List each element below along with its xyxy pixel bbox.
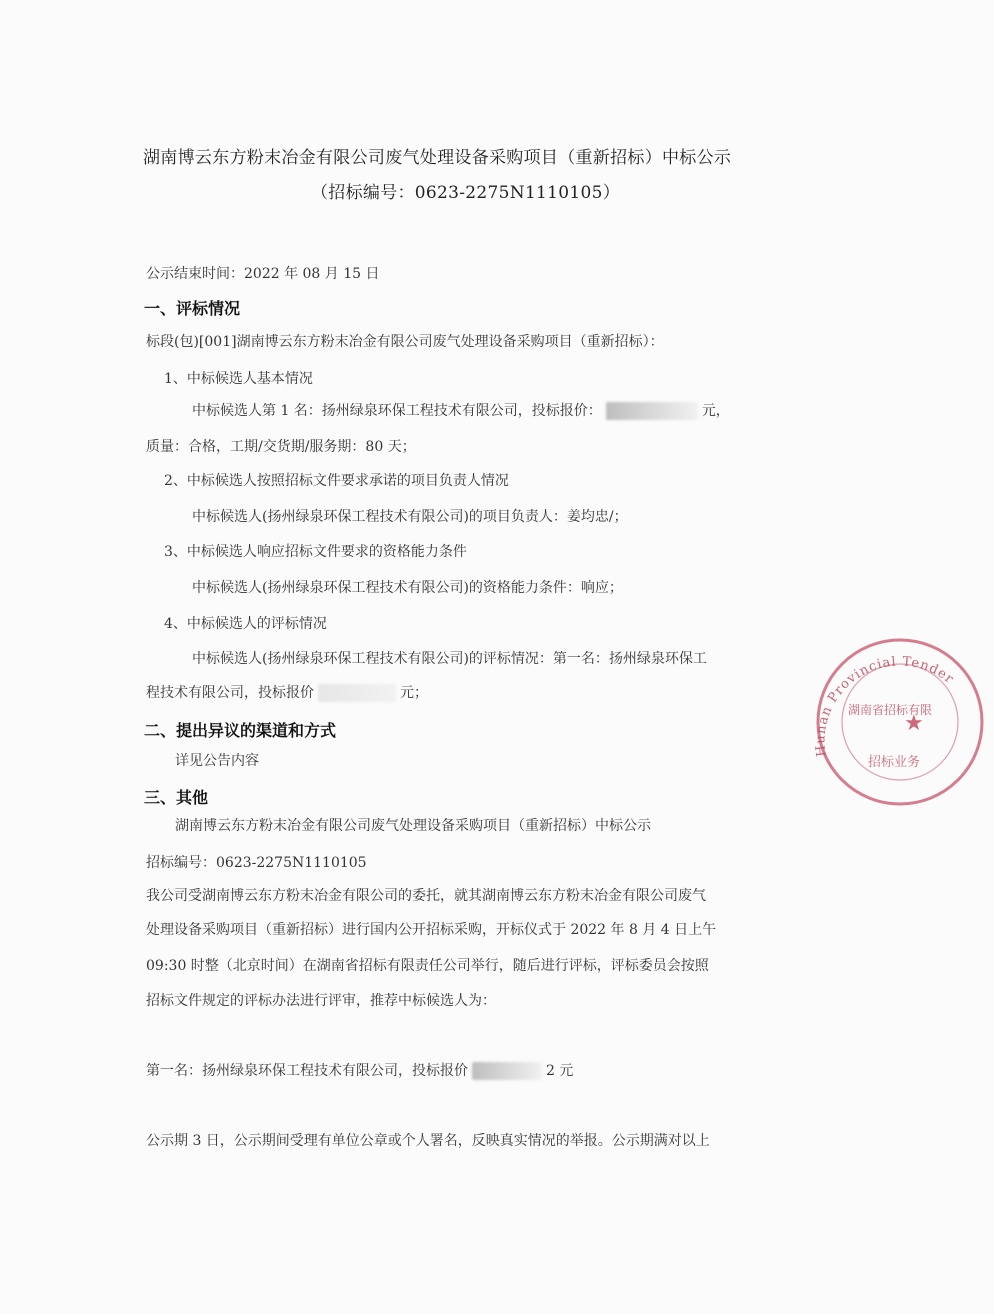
item1-title: 1、中标候选人基本情况 xyxy=(164,371,313,387)
item2-title: 2、中标候选人按照招标文件要求承诺的项目负责人情况 xyxy=(164,473,509,489)
notice-line: 公示期 3 日，公示期间受理有单位公章或个人署名，反映真实情况的举报。公示期满对以上 xyxy=(146,1133,710,1149)
item3-title: 3、中标候选人响应招标文件要求的资格能力条件 xyxy=(164,544,467,560)
item4-line2 xyxy=(146,682,428,702)
item3-line1: 中标候选人(扬州绿泉环保工程技术有限公司)的资格能力条件：响应； xyxy=(192,580,623,596)
item4-line2-unit: 元； xyxy=(400,685,428,701)
item2-line1: 中标候选人(扬州绿泉环保工程技术有限公司)的项目负责人：姜均忠/； xyxy=(192,509,628,525)
section3-para2: 处理设备采购项目（重新招标）进行国内公开招标采购，开标仪式于 2022 年 8 月 4 日上午 xyxy=(146,922,717,938)
item4-line1: 中标候选人(扬州绿泉环保工程技术有限公司)的评标情况：第一名：扬州绿泉环保工 xyxy=(192,651,707,667)
document-subtitle: （招标编号：0623-2275N1110105） xyxy=(311,183,621,203)
section3-para3: 09:30 时整（北京时间）在湖南省招标有限责任公司举行，随后进行评标，评标委员会按照 xyxy=(146,958,709,974)
section1-heading: 一、评标情况 xyxy=(144,299,241,318)
seal-bottom-text: 招标业务 xyxy=(868,755,921,770)
redacted-price xyxy=(318,684,396,702)
item4-line2-text: 程技术有限公司，投标报价 xyxy=(146,685,314,701)
company-seal xyxy=(804,636,957,806)
item1-line2: 质量：合格，工期/交货期/服务期：80 天； xyxy=(146,439,416,455)
first-candidate-text: 第一名：扬州绿泉环保工程技术有限公司，投标报价 xyxy=(146,1063,468,1079)
document-title: 湖南博云东方粉末冶金有限公司废气处理设备采购项目（重新招标）中标公示 xyxy=(143,148,732,168)
first-candidate-unit: 2 元 xyxy=(546,1063,574,1079)
item1-line1-text: 中标候选人第 1 名：扬州绿泉环保工程技术有限公司，投标报价： xyxy=(192,403,602,419)
seal-star-icon: ★ xyxy=(904,711,924,736)
lot-line: 标段(包)[001]湖南博云东方粉末冶金有限公司废气处理设备采购项目（重新招标）： xyxy=(146,334,664,350)
item4-title: 4、中标候选人的评标情况 xyxy=(164,616,327,632)
item1-line1 xyxy=(192,400,730,420)
section2-heading: 二、提出异议的渠道和方式 xyxy=(144,721,337,740)
section3-line1: 湖南博云东方粉末冶金有限公司废气处理设备采购项目（重新招标）中标公示 xyxy=(175,818,651,834)
section3-line2: 招标编号：0623-2275N1110105 xyxy=(146,855,367,871)
section3-heading: 三、其他 xyxy=(144,788,209,807)
section3-para4: 招标文件规定的评标办法进行评审，推荐中标候选人为： xyxy=(146,993,496,1009)
seal-stamp-icon xyxy=(804,636,994,806)
section2-line1: 详见公告内容 xyxy=(175,753,259,769)
item1-line1-unit: 元， xyxy=(701,403,730,419)
seal-outer-text: Hunan Provincial Tender xyxy=(813,654,957,758)
end-time: 公示结束时间：2022 年 08 月 15 日 xyxy=(146,266,380,282)
seal-inner-text: 湖南省招标有限 xyxy=(848,703,933,717)
redacted-price xyxy=(606,402,698,420)
first-candidate-line xyxy=(146,1060,573,1080)
redacted-price xyxy=(472,1062,542,1080)
section3-para1: 我公司受湖南博云东方粉末冶金有限公司的委托，就其湖南博云东方粉末冶金有限公司废气 xyxy=(146,888,706,904)
